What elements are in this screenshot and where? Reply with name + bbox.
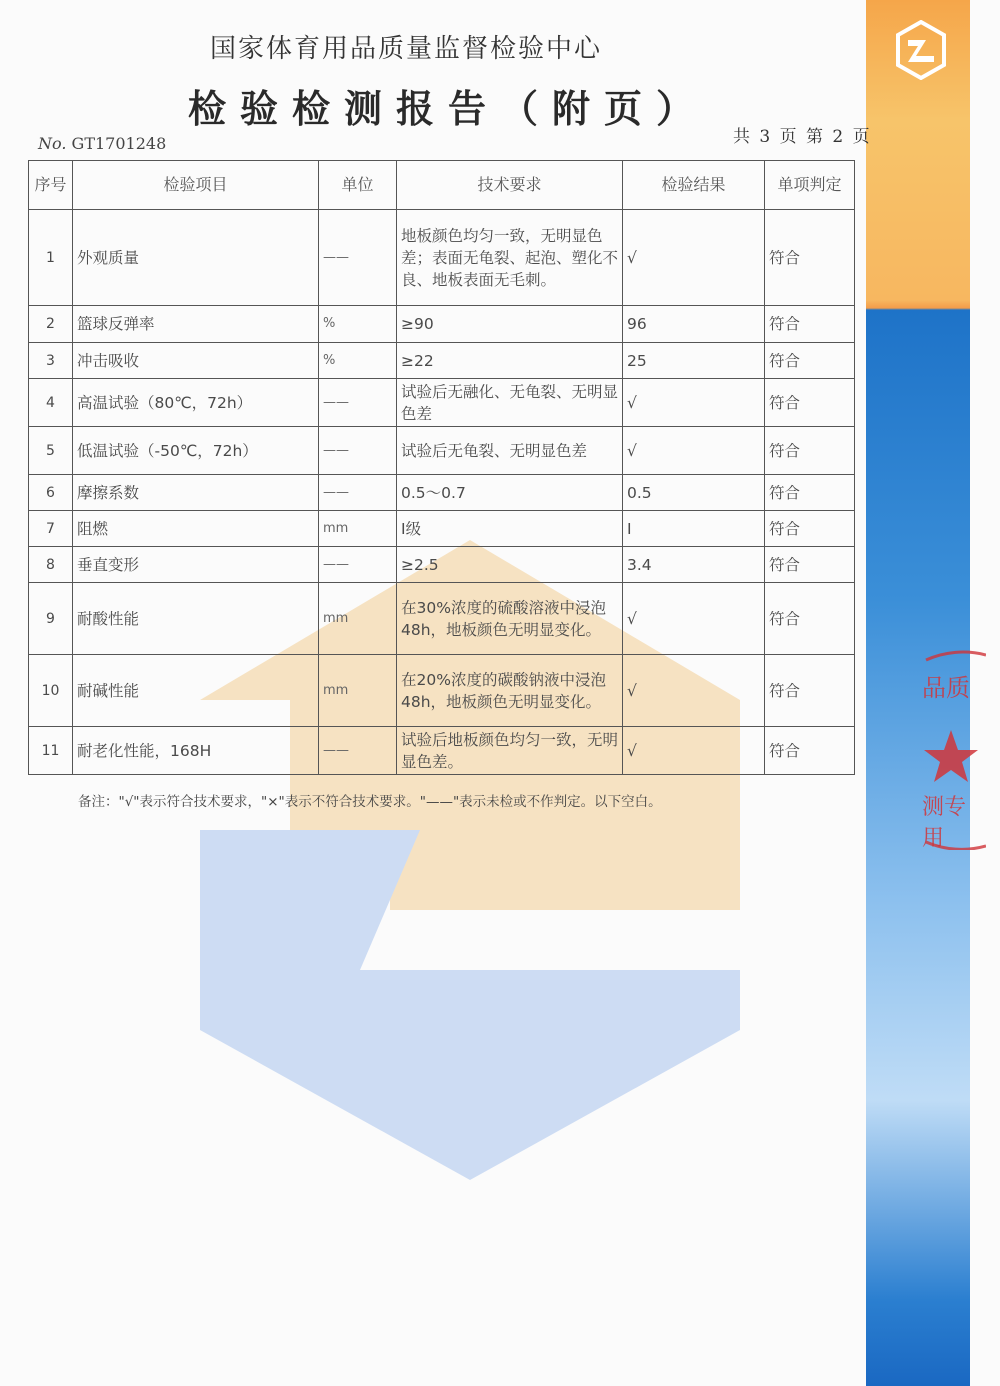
column-header: 单位 xyxy=(319,161,397,210)
cell-item: 阻燃 xyxy=(73,511,319,547)
cell-index: 7 xyxy=(29,511,73,547)
report-number-value: GT1701248 xyxy=(71,134,167,153)
cell-unit: % xyxy=(319,343,397,379)
cell-judgement: 符合 xyxy=(765,727,855,775)
cell-requirement: ≥90 xyxy=(397,306,623,343)
cell-index: 3 xyxy=(29,343,73,379)
cell-judgement: 符合 xyxy=(765,475,855,511)
cell-judgement: 符合 xyxy=(765,427,855,475)
table-row xyxy=(29,379,855,427)
cell-result: 96 xyxy=(623,306,765,343)
column-header: 单项判定 xyxy=(765,161,855,210)
cell-result: I xyxy=(623,511,765,547)
cell-unit: mm xyxy=(319,511,397,547)
cell-requirement: ≥2.5 xyxy=(397,547,623,583)
cell-item: 耐老化性能，168H xyxy=(73,727,319,775)
report-number-label: No. xyxy=(38,134,67,153)
table-row xyxy=(29,511,855,547)
cell-result: √ xyxy=(623,427,765,475)
cell-item: 耐碱性能 xyxy=(73,655,319,727)
cell-requirement: I级 xyxy=(397,511,623,547)
cell-index: 9 xyxy=(29,583,73,655)
table-row xyxy=(29,547,855,583)
cell-requirement: 在30%浓度的硫酸溶液中浸泡48h，地板颜色无明显变化。 xyxy=(397,583,623,655)
cell-item: 耐酸性能 xyxy=(73,583,319,655)
cell-item: 摩擦系数 xyxy=(73,475,319,511)
cell-unit: mm xyxy=(319,655,397,727)
column-header: 技术要求 xyxy=(397,161,623,210)
table-row xyxy=(29,343,855,379)
cell-judgement: 符合 xyxy=(765,306,855,343)
cell-result: 3.4 xyxy=(623,547,765,583)
cell-item: 低温试验（-50℃，72h） xyxy=(73,427,319,475)
cell-item: 高温试验（80℃，72h） xyxy=(73,379,319,427)
cell-requirement: 试验后地板颜色均匀一致，无明显色差。 xyxy=(397,727,623,775)
table-row xyxy=(29,727,855,775)
cell-result: √ xyxy=(623,583,765,655)
cell-item: 外观质量 xyxy=(73,210,319,306)
stamp-text-top: 品质 xyxy=(922,674,970,702)
cell-result: 25 xyxy=(623,343,765,379)
cell-result: √ xyxy=(623,210,765,306)
cell-judgement: 符合 xyxy=(765,511,855,547)
cell-requirement: 0.5～0.7 xyxy=(397,475,623,511)
cell-judgement: 符合 xyxy=(765,210,855,306)
cell-item: 篮球反弹率 xyxy=(73,306,319,343)
cell-index: 1 xyxy=(29,210,73,306)
remark-note: 备注："√"表示符合技术要求，"×"表示不符合技术要求。"——"表示未检或不作判定。以下空白。 xyxy=(78,794,662,810)
cell-judgement: 符合 xyxy=(765,655,855,727)
cell-requirement: 试验后无龟裂、无明显色差 xyxy=(397,427,623,475)
cell-result: 0.5 xyxy=(623,475,765,511)
page-indicator: 共 3 页 第 2 页 xyxy=(733,127,872,147)
report-number xyxy=(38,134,166,153)
cell-requirement: 在20%浓度的碳酸钠液中浸泡48h，地板颜色无明显变化。 xyxy=(397,655,623,727)
logo-icon xyxy=(896,20,946,80)
cell-index: 2 xyxy=(29,306,73,343)
cell-judgement: 符合 xyxy=(765,583,855,655)
cell-unit: —— xyxy=(319,379,397,427)
cell-result: √ xyxy=(623,379,765,427)
cell-index: 5 xyxy=(29,427,73,475)
table-row xyxy=(29,306,855,343)
cell-index: 4 xyxy=(29,379,73,427)
table-row xyxy=(29,475,855,511)
center-name: 国家体育用品质量监督检验中心 xyxy=(210,34,603,64)
cell-requirement: ≥22 xyxy=(397,343,623,379)
inspection-table xyxy=(28,160,855,775)
stamp-text-bottom: 测专用 xyxy=(922,795,967,851)
table-row xyxy=(29,583,855,655)
table-row xyxy=(29,655,855,727)
cell-requirement: 地板颜色均匀一致，无明显色差；表面无龟裂、起泡、塑化不良、地板表面无毛刺。 xyxy=(397,210,623,306)
cell-index: 6 xyxy=(29,475,73,511)
cell-unit: —— xyxy=(319,427,397,475)
cell-judgement: 符合 xyxy=(765,547,855,583)
report-title: 检验检测报告（附页） xyxy=(188,86,709,131)
column-header: 序号 xyxy=(29,161,73,210)
cell-judgement: 符合 xyxy=(765,343,855,379)
cell-result: √ xyxy=(623,727,765,775)
cell-unit: mm xyxy=(319,583,397,655)
cell-unit: % xyxy=(319,306,397,343)
cell-requirement: 试验后无融化、无龟裂、无明显色差 xyxy=(397,379,623,427)
cell-index: 10 xyxy=(29,655,73,727)
cell-item: 垂直变形 xyxy=(73,547,319,583)
cell-judgement: 符合 xyxy=(765,379,855,427)
cell-unit: —— xyxy=(319,727,397,775)
cell-index: 11 xyxy=(29,727,73,775)
cell-result: √ xyxy=(623,655,765,727)
column-header: 检验结果 xyxy=(623,161,765,210)
seal-stamp xyxy=(916,650,986,850)
cell-unit: —— xyxy=(319,475,397,511)
table-header-row xyxy=(29,161,855,210)
cell-unit: —— xyxy=(319,210,397,306)
cell-item: 冲击吸收 xyxy=(73,343,319,379)
column-header: 检验项目 xyxy=(73,161,319,210)
table-row xyxy=(29,210,855,306)
cell-unit: —— xyxy=(319,547,397,583)
cell-index: 8 xyxy=(29,547,73,583)
table-row xyxy=(29,427,855,475)
